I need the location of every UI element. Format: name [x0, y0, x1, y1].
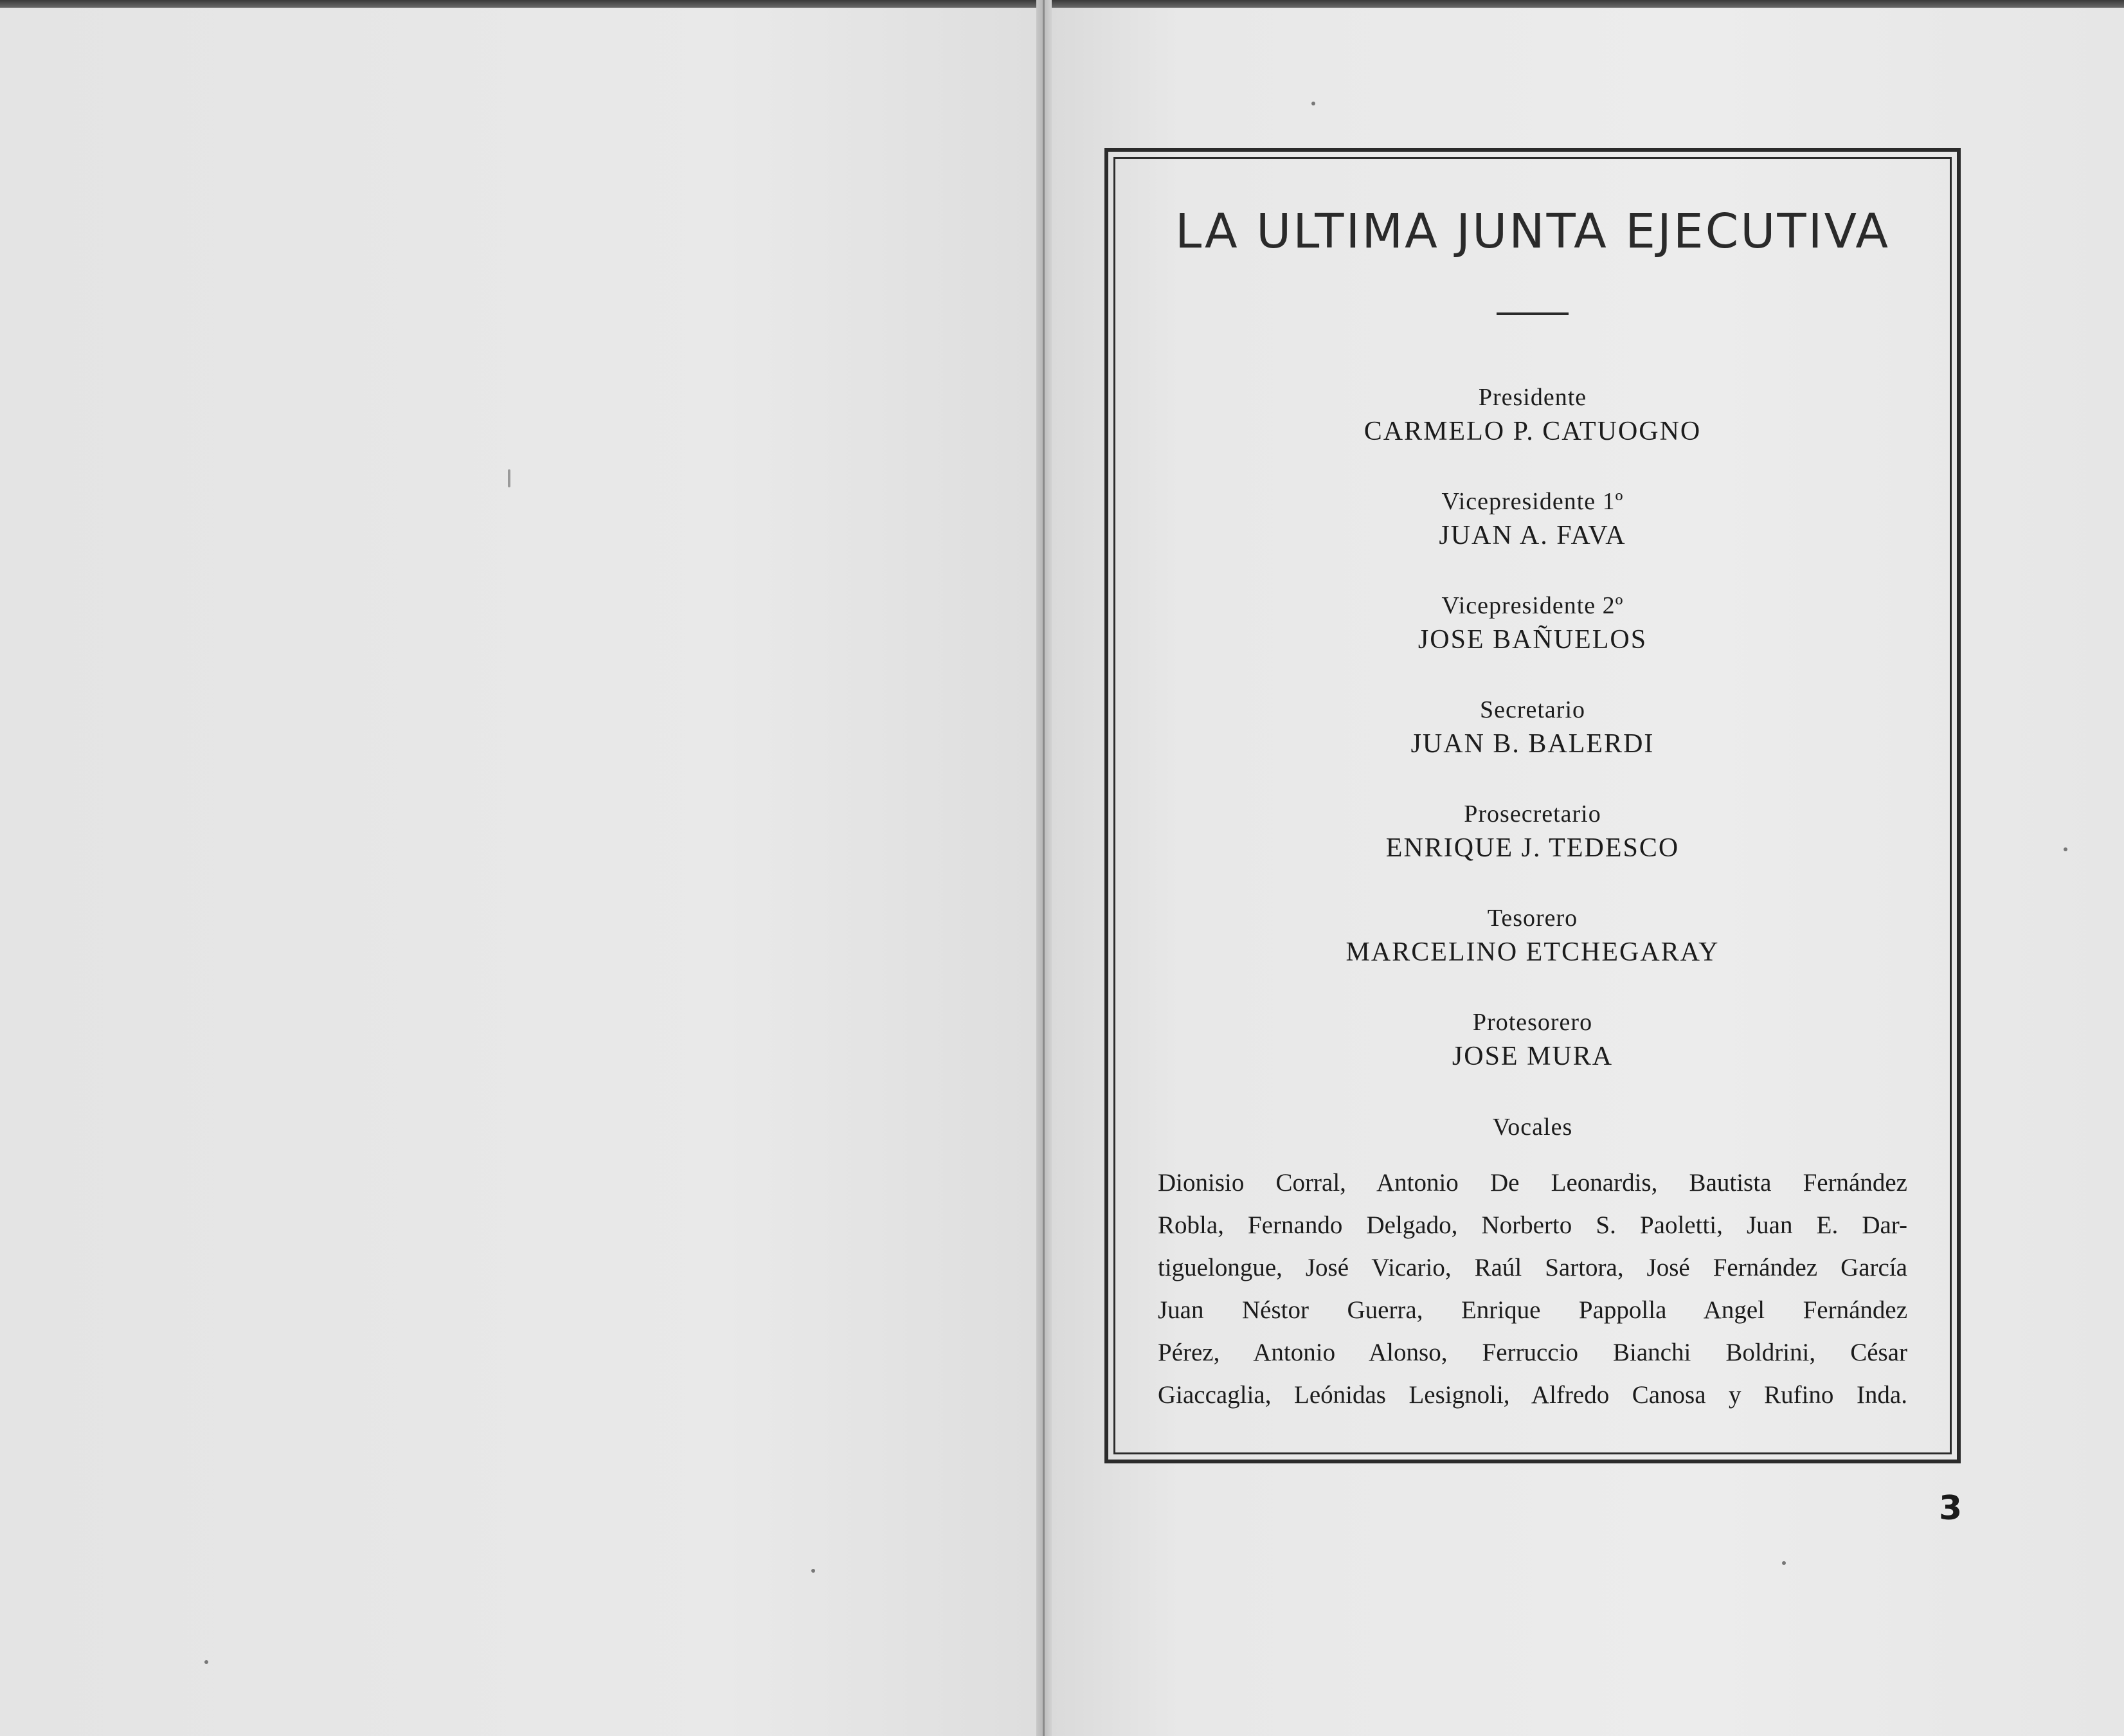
role-entry — [1115, 1006, 1950, 1110]
scan-speck — [2064, 847, 2067, 851]
role-entry — [1115, 485, 1950, 589]
scan-speck — [204, 1660, 208, 1664]
role-name: CARMELO P. CATUOGNO — [1364, 417, 1702, 446]
role-name: JUAN B. BALERDI — [1410, 729, 1655, 759]
role-name: ENRIQUE J. TEDESCO — [1385, 833, 1680, 863]
vocales-line: Giaccaglia, Leónidas Lesignoli, Alfredo Canosa y Rufino Inda. — [1158, 1381, 1907, 1409]
role-name: JUAN A. FAVA — [1439, 521, 1626, 550]
role-label: Secretario — [1479, 696, 1586, 723]
role-label: Protesorero — [1472, 1009, 1593, 1036]
title-rule — [1497, 312, 1569, 315]
scan-speck — [811, 1569, 815, 1573]
scan-speck — [1311, 102, 1315, 105]
role-name: MARCELINO ETCHEGARAY — [1346, 937, 1720, 967]
role-entry — [1115, 589, 1950, 693]
page-number: 3 — [1939, 1489, 1963, 1528]
vocales-line: Robla, Fernando Delgado, Norberto S. Paoletti, Juan E. Dar- — [1158, 1211, 1907, 1239]
role-entry — [1115, 901, 1950, 1006]
vocales-line: Juan Néstor Guerra, Enrique Pappolla Angel Fernández — [1158, 1296, 1907, 1324]
role-entry — [1115, 693, 1950, 797]
gutter-fold-line — [1043, 0, 1045, 1736]
role-label: Tesorero — [1487, 905, 1578, 932]
scan-mark — [508, 469, 510, 487]
role-name: JOSE BAÑUELOS — [1418, 625, 1648, 655]
scan-top-edge — [0, 0, 2124, 8]
roles-list — [1115, 381, 1950, 1110]
role-label: Vicepresidente 2º — [1441, 592, 1624, 619]
role-label: Presidente — [1478, 384, 1587, 411]
vocales-line: Pérez, Antonio Alonso, Ferruccio Bianchi Boldrini, César — [1158, 1339, 1907, 1366]
left-page-blank — [0, 8, 1036, 1736]
vocales-line: Dionisio Corral, Antonio De Leonardis, Bautista Fernández — [1158, 1169, 1907, 1197]
role-entry — [1115, 381, 1950, 485]
vocales-heading: Vocales — [1492, 1114, 1573, 1141]
role-label: Vicepresidente 1º — [1441, 488, 1624, 515]
role-entry — [1115, 797, 1950, 901]
role-label: Prosecretario — [1464, 800, 1601, 827]
page-title: LA ULTIMA JUNTA EJECUTIVA — [1175, 204, 1890, 259]
role-name: JOSE MURA — [1452, 1042, 1614, 1071]
scan-speck — [1782, 1561, 1786, 1565]
executive-board-panel — [1115, 159, 1950, 1452]
vocales-paragraph — [1158, 1162, 1907, 1416]
vocales-line: tiguelongue, José Vicario, Raúl Sartora, José Fernández García — [1158, 1254, 1907, 1281]
